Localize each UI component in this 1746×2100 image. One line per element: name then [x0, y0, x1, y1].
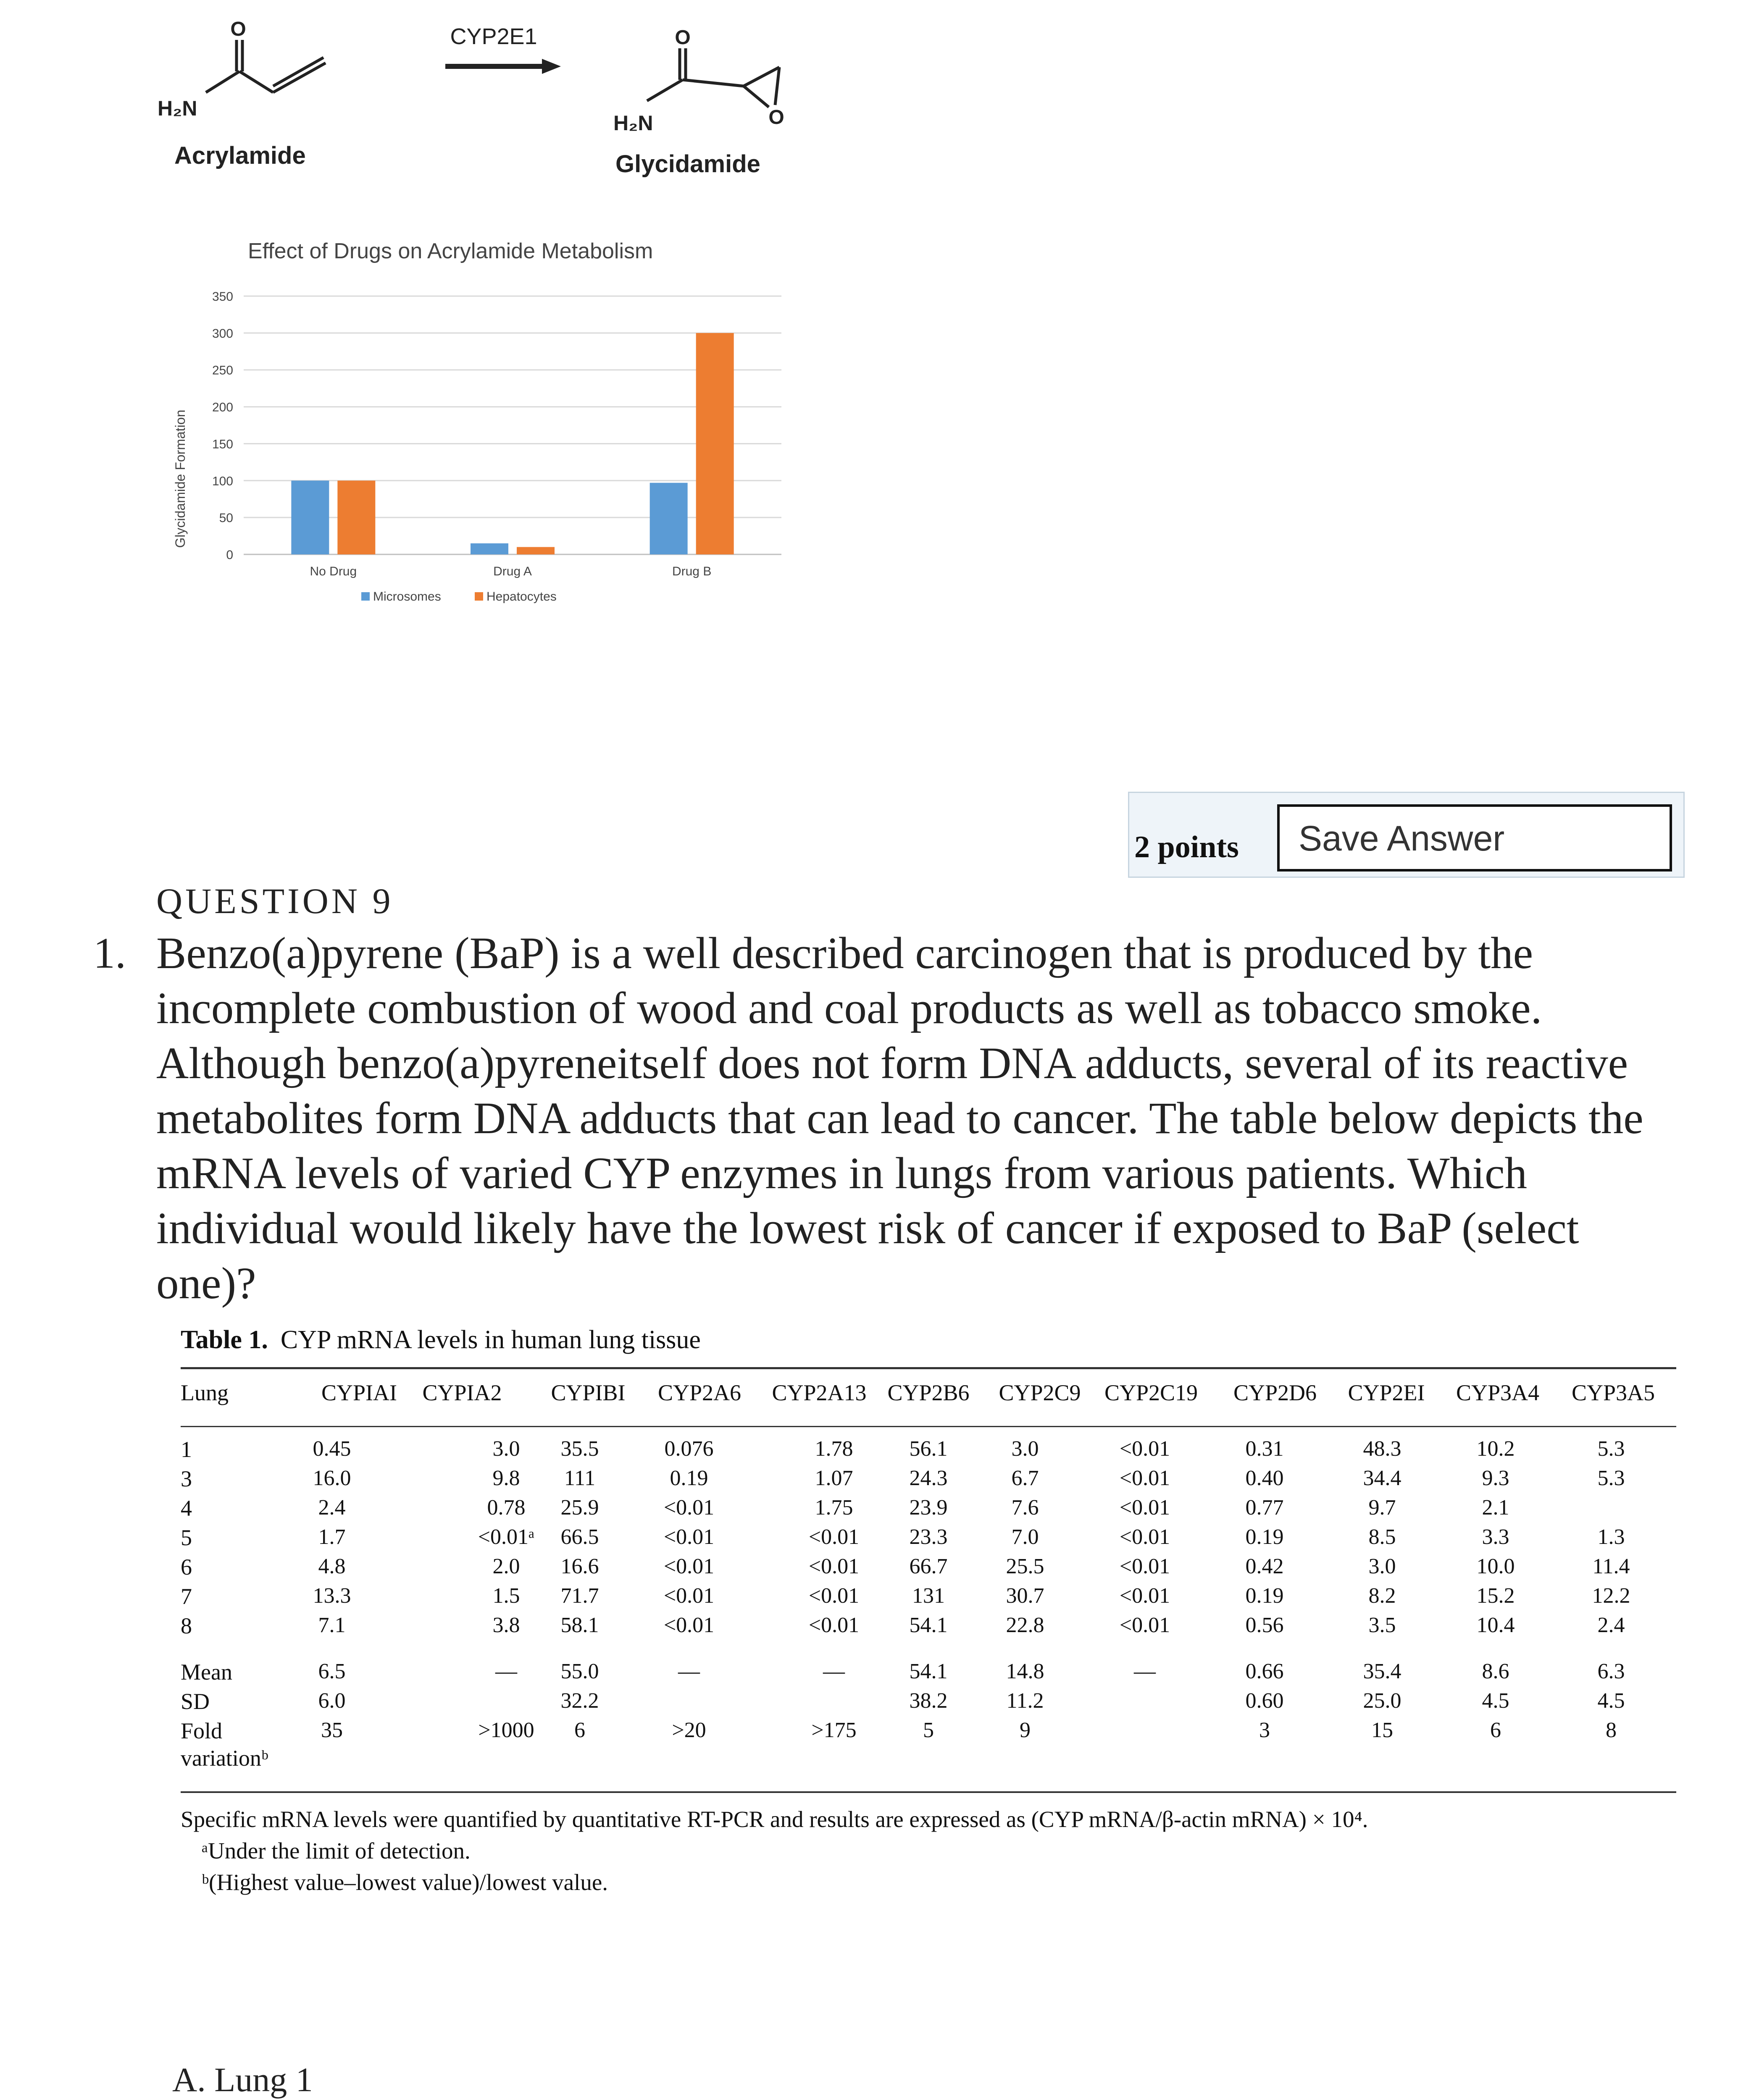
- table-cell: 11.4: [1592, 1554, 1630, 1578]
- table-cell: 1.78: [815, 1437, 853, 1461]
- table-cell: 131: [912, 1584, 945, 1608]
- summary-cell: 0.60: [1245, 1689, 1284, 1713]
- column-header: CYP3A5: [1571, 1380, 1655, 1405]
- table-cell: 7.1: [318, 1613, 346, 1637]
- y-axis-ticks: [212, 290, 233, 562]
- table-cell: 56.1: [909, 1437, 948, 1461]
- acrylamide-oxygen: O: [230, 18, 246, 40]
- summary-cell: —: [1134, 1659, 1156, 1683]
- summary-cell: 6.3: [1597, 1659, 1625, 1683]
- table-row-header: Lung: [181, 1380, 229, 1405]
- substrate-name: Acrylamide: [174, 142, 306, 169]
- summary-cell: >1000: [478, 1718, 534, 1742]
- table-cell: 10.2: [1476, 1437, 1515, 1461]
- summary-cell: 3: [1259, 1718, 1270, 1742]
- table-caption: CYP mRNA levels in human lung tissue: [280, 1326, 701, 1354]
- table-cell: 0.42: [1245, 1554, 1284, 1578]
- summary-cell: 32.2: [560, 1689, 599, 1713]
- table-cell: <0.01: [1119, 1584, 1170, 1608]
- table-cell: 2.4: [1597, 1613, 1625, 1637]
- table-cell: 2.1: [1482, 1496, 1509, 1520]
- table-title: [181, 1325, 701, 1355]
- row-label: 8: [181, 1613, 192, 1638]
- acrylamide-amine: H₂N: [158, 97, 197, 120]
- epoxide-oxygen: O: [768, 106, 784, 129]
- table-cell: 12.2: [1592, 1584, 1630, 1608]
- table-cell: 10.0: [1476, 1554, 1515, 1578]
- table-cell: 23.9: [909, 1496, 948, 1520]
- summary-cell: 4.5: [1482, 1689, 1509, 1713]
- table-cell: 3.8: [492, 1613, 520, 1637]
- table-cell: 15.2: [1476, 1584, 1515, 1608]
- summary-cell: 6.5: [318, 1659, 346, 1683]
- table-cell: 0.19: [670, 1466, 708, 1490]
- chart-title: Effect of Drugs on Acrylamide Metabolism: [248, 239, 653, 263]
- legend-swatch: [475, 592, 483, 601]
- table-cell: 66.7: [909, 1554, 948, 1578]
- legend-swatch: [361, 592, 370, 601]
- table-cell: 3.3: [1482, 1525, 1509, 1549]
- y-tick-label: 0: [226, 548, 233, 562]
- table-cell: <0.01: [808, 1554, 860, 1578]
- summary-cell: 8.6: [1482, 1659, 1509, 1683]
- x-axis-ticks: [310, 564, 711, 578]
- summary-cell: 6.0: [318, 1689, 346, 1713]
- y-tick-label: 350: [212, 290, 233, 304]
- summary-cell: —: [823, 1659, 845, 1683]
- table-cell: 8.2: [1368, 1584, 1396, 1608]
- table-cell: 1.75: [815, 1496, 853, 1520]
- legend-label: Microsomes: [373, 590, 441, 604]
- y-tick-label: 300: [212, 326, 233, 341]
- summary-label: SD: [181, 1689, 210, 1714]
- bar-hepatocytes-drug-b: [696, 333, 734, 554]
- y-tick-label: 100: [212, 474, 233, 488]
- table-cell: 30.7: [1006, 1584, 1044, 1608]
- table-cell: 7.6: [1011, 1496, 1039, 1520]
- column-header: CYP2C9: [999, 1380, 1081, 1405]
- table-cell: <0.01: [1119, 1554, 1170, 1578]
- table-cell: 8.5: [1368, 1525, 1396, 1549]
- reaction-scheme: [0, 0, 840, 202]
- summary-cell: 4.5: [1597, 1689, 1625, 1713]
- table-cell: 25.5: [1006, 1554, 1044, 1578]
- table-cell: 1.3: [1597, 1525, 1625, 1549]
- table-cell: <0.01: [1119, 1496, 1170, 1520]
- table-cell: 7.0: [1011, 1525, 1039, 1549]
- column-header: CYP2C19: [1104, 1380, 1198, 1405]
- question-text: Benzo(a)pyrene (BaP) is a well described carcinogen that is produced by the incomplete combustion of wood and coal products as well as tobacco smoke. Although benzo(a)pyreneitself does not form DNA adducts, several of its reactive metabolites form DNA adducts that can lead to cancer. The table below depicts the mRNA levels of varied CYP enzymes in lungs from various patients. Which individual would likely have the lowest risk of cancer if exposed to BaP (select one)?: [156, 929, 1643, 1308]
- summary-cell: >20: [672, 1718, 706, 1742]
- table-cell: 0.31: [1245, 1437, 1284, 1461]
- column-header: CYP2A6: [657, 1380, 742, 1405]
- table-cell: 66.5: [560, 1525, 599, 1549]
- table-cell: <0.01: [1119, 1525, 1170, 1549]
- table-cell: <0.01: [663, 1525, 715, 1549]
- x-tick-label: Drug B: [672, 564, 712, 578]
- table-cell: 1.5: [492, 1584, 520, 1608]
- summary-label: Mean: [181, 1659, 232, 1685]
- table-cell: 9.7: [1368, 1496, 1396, 1520]
- table-cell: 24.3: [909, 1466, 948, 1490]
- reaction-arrowhead: [542, 59, 561, 74]
- x-tick-label: Drug A: [493, 564, 532, 578]
- table-cell: 0.56: [1245, 1613, 1284, 1637]
- table-cell: 3.0: [1011, 1437, 1039, 1461]
- table-cell: 0.78: [487, 1496, 526, 1520]
- summary-cell: >175: [811, 1718, 857, 1742]
- glycidamide-oxygen: O: [675, 26, 691, 49]
- table-cell: 0.19: [1245, 1584, 1284, 1608]
- answer-option-a[interactable]: A. Lung 1: [172, 2061, 313, 2099]
- y-tick-label: 200: [212, 400, 233, 415]
- row-label: 5: [181, 1525, 192, 1550]
- row-label: 4: [181, 1496, 192, 1521]
- table-cell: 0.40: [1245, 1466, 1284, 1490]
- row-label: 7: [181, 1584, 192, 1609]
- table-cell: <0.01: [1119, 1466, 1170, 1490]
- table-cell: <0.01ᵃ: [478, 1525, 535, 1549]
- table-cell: 0.77: [1245, 1496, 1284, 1520]
- table-cell: 0.45: [313, 1437, 351, 1461]
- bar-microsomes-drug-a: [471, 543, 508, 554]
- summary-cell: 38.2: [909, 1689, 948, 1713]
- table-cell: 3.5: [1368, 1613, 1396, 1637]
- column-header: CYP2A13: [772, 1380, 867, 1405]
- table-cell: <0.01: [808, 1613, 860, 1637]
- table-cell: 35.5: [560, 1437, 599, 1461]
- summary-cell: 35: [321, 1718, 343, 1742]
- acrylamide-structure: [206, 40, 326, 92]
- table-cell: 23.3: [909, 1525, 948, 1549]
- table-cell: 0.19: [1245, 1525, 1284, 1549]
- summary-cell: —: [495, 1659, 517, 1683]
- table-cell: 2.0: [492, 1554, 520, 1578]
- summary-cell: 0.66: [1245, 1659, 1284, 1683]
- y-axis-label: Glycidamide Formation: [173, 410, 188, 548]
- row-label: 6: [181, 1554, 192, 1580]
- row-label: 1: [181, 1437, 192, 1462]
- table-cell: 16.6: [560, 1554, 599, 1578]
- table-cell: 2.4: [318, 1496, 346, 1520]
- table-cell: 5.3: [1597, 1466, 1625, 1490]
- table-cell: 9.8: [492, 1466, 520, 1490]
- table-header-rule: [181, 1426, 1676, 1427]
- table-cell: 6.7: [1011, 1466, 1039, 1490]
- summary-cell: 6: [574, 1718, 585, 1742]
- x-tick-label: No Drug: [310, 564, 357, 578]
- bar-hepatocytes-drug-a: [517, 547, 555, 554]
- table-cell: 1.07: [815, 1466, 853, 1490]
- bar-hepatocytes-no-drug: [337, 480, 375, 554]
- table-cell: <0.01: [808, 1584, 860, 1608]
- table-cell: 3.0: [1368, 1554, 1396, 1578]
- table-cell: 1.7: [318, 1525, 346, 1549]
- summary-cell: 6: [1490, 1718, 1501, 1742]
- table-cell: <0.01: [808, 1525, 860, 1549]
- glycidamide-amine: H₂N: [613, 111, 653, 135]
- bar-chart: [160, 235, 798, 655]
- table-cell: 58.1: [560, 1613, 599, 1637]
- table-cell: <0.01: [663, 1584, 715, 1608]
- summary-cell: 25.0: [1363, 1689, 1402, 1713]
- summary-cell: 35.4: [1363, 1659, 1402, 1683]
- summary-cell: 11.2: [1006, 1689, 1044, 1713]
- table-cell: 54.1: [909, 1613, 948, 1637]
- column-header: CYP2D6: [1233, 1380, 1317, 1405]
- enzyme-label: CYP2E1: [450, 24, 537, 49]
- table-cell: 9.3: [1482, 1466, 1509, 1490]
- table-cell: 16.0: [313, 1466, 351, 1490]
- table-note-method: Specific mRNA levels were quantified by quantitative RT-PCR and results are expressed as (CYP mRNA/β-actin mRNA) × 10⁴.: [181, 1806, 1368, 1832]
- table-bottom-rule: [181, 1791, 1676, 1793]
- table-cell: 111: [564, 1466, 596, 1490]
- summary-cell: 55.0: [560, 1659, 599, 1683]
- summary-cell: 54.1: [909, 1659, 948, 1683]
- question-heading: QUESTION 9: [156, 881, 394, 921]
- points-label: 2 points: [1134, 830, 1239, 864]
- column-header: CYP2B6: [887, 1380, 970, 1405]
- summary-cell: —: [678, 1659, 700, 1683]
- summary-cell: 5: [923, 1718, 934, 1742]
- table-cell: <0.01: [1119, 1613, 1170, 1637]
- summary-cell: 9: [1020, 1718, 1031, 1742]
- glycidamide-structure: [647, 48, 779, 107]
- column-header: CYPIBI: [551, 1380, 626, 1405]
- y-tick-label: 250: [212, 363, 233, 378]
- summary-cell: 15: [1371, 1718, 1393, 1742]
- table-cell: 3.0: [492, 1437, 520, 1461]
- y-tick-label: 50: [219, 511, 233, 525]
- table-cell: 71.7: [560, 1584, 599, 1608]
- table-note-b: ᵇ(Highest value–lowest value)/lowest value.: [202, 1869, 608, 1895]
- summary-cell: 8: [1606, 1718, 1617, 1742]
- table-cell: <0.01: [1119, 1437, 1170, 1461]
- table-cell: <0.01: [663, 1554, 715, 1578]
- question-number: 1.: [93, 929, 126, 977]
- chart-legend: [361, 590, 557, 604]
- table-cell: 22.8: [1006, 1613, 1044, 1637]
- legend-label: Hepatocytes: [486, 590, 557, 604]
- row-label: 3: [181, 1466, 192, 1491]
- column-header: CYP2EI: [1348, 1380, 1425, 1405]
- summary-label: variationᵇ: [181, 1746, 268, 1771]
- table-cell: 0.076: [664, 1437, 714, 1461]
- bar-microsomes-no-drug: [291, 480, 329, 554]
- save-answer-button[interactable]: Save Answer: [1277, 804, 1672, 872]
- table-cell: 4.8: [318, 1554, 346, 1578]
- table-label: Table 1.: [181, 1326, 268, 1354]
- table-cell: 48.3: [1363, 1437, 1402, 1461]
- table-cell: <0.01: [663, 1496, 715, 1520]
- table-cell: 13.3: [313, 1584, 351, 1608]
- table-note-a: ᵃUnder the limit of detection.: [202, 1838, 471, 1864]
- column-header: CYPIA2: [422, 1380, 502, 1405]
- table-top-rule: [181, 1367, 1676, 1369]
- summary-cell: 14.8: [1006, 1659, 1044, 1683]
- table-cell: 25.9: [560, 1496, 599, 1520]
- product-name: Glycidamide: [615, 150, 760, 178]
- y-tick-label: 150: [212, 437, 233, 452]
- table-cell: 5.3: [1597, 1437, 1625, 1461]
- table-cell: 10.4: [1476, 1613, 1515, 1637]
- column-header: CYP3A4: [1456, 1380, 1540, 1405]
- column-header: CYPIAI: [321, 1380, 397, 1405]
- table-cell: 34.4: [1363, 1466, 1402, 1490]
- bar-microsomes-drug-b: [650, 483, 688, 554]
- table-cell: <0.01: [663, 1613, 715, 1637]
- summary-label: Fold: [181, 1718, 223, 1743]
